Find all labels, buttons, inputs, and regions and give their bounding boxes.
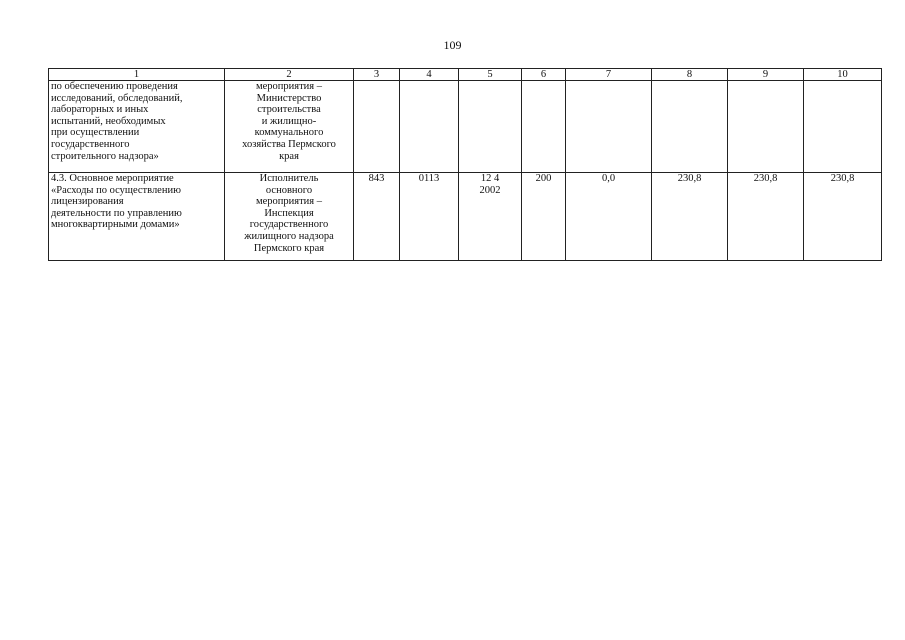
row-cell-5	[459, 81, 522, 173]
row-cell-9	[728, 81, 804, 173]
row-cell-9: 230,8	[728, 173, 804, 261]
row-cell-3: 843	[354, 173, 400, 261]
column-header: 4	[400, 69, 459, 81]
column-header: 8	[652, 69, 728, 81]
row-cell-3	[354, 81, 400, 173]
budget-table	[48, 68, 882, 261]
row-cell-6: 200	[522, 173, 566, 261]
column-header: 10	[804, 69, 882, 81]
row-description: по обеспечению проведения исследований, обследований, лабораторных и иных испытаний, необходимых при осуществлении государственного строительного надзора»	[49, 81, 225, 173]
row-cell-7: 0,0	[566, 173, 652, 261]
row-description: 4.3. Основное мероприятие «Расходы по осуществлению лицензирования деятельности по управлению многоквартирными домами»	[49, 173, 225, 261]
column-header: 6	[522, 69, 566, 81]
column-header: 2	[225, 69, 354, 81]
column-number-row	[49, 69, 882, 81]
table-row	[49, 173, 882, 261]
column-header: 3	[354, 69, 400, 81]
row-cell-4: 0113	[400, 173, 459, 261]
row-cell-5: 12 4 2002	[459, 173, 522, 261]
column-header: 1	[49, 69, 225, 81]
page-number: 109	[443, 38, 462, 52]
table-row	[49, 81, 882, 173]
row-cell-8: 230,8	[652, 173, 728, 261]
row-cell-10: 230,8	[804, 173, 882, 261]
row-cell-4	[400, 81, 459, 173]
column-header: 5	[459, 69, 522, 81]
row-cell-10	[804, 81, 882, 173]
row-executor: Исполнитель основного мероприятия – Инспекция государственного жилищного надзора Пермского края	[225, 173, 354, 261]
row-cell-6	[522, 81, 566, 173]
column-header: 7	[566, 69, 652, 81]
row-executor: мероприятия – Министерство строительства и жилищно- коммунального хозяйства Пермского края	[225, 81, 354, 173]
column-header: 9	[728, 69, 804, 81]
row-cell-7	[566, 81, 652, 173]
row-cell-8	[652, 81, 728, 173]
